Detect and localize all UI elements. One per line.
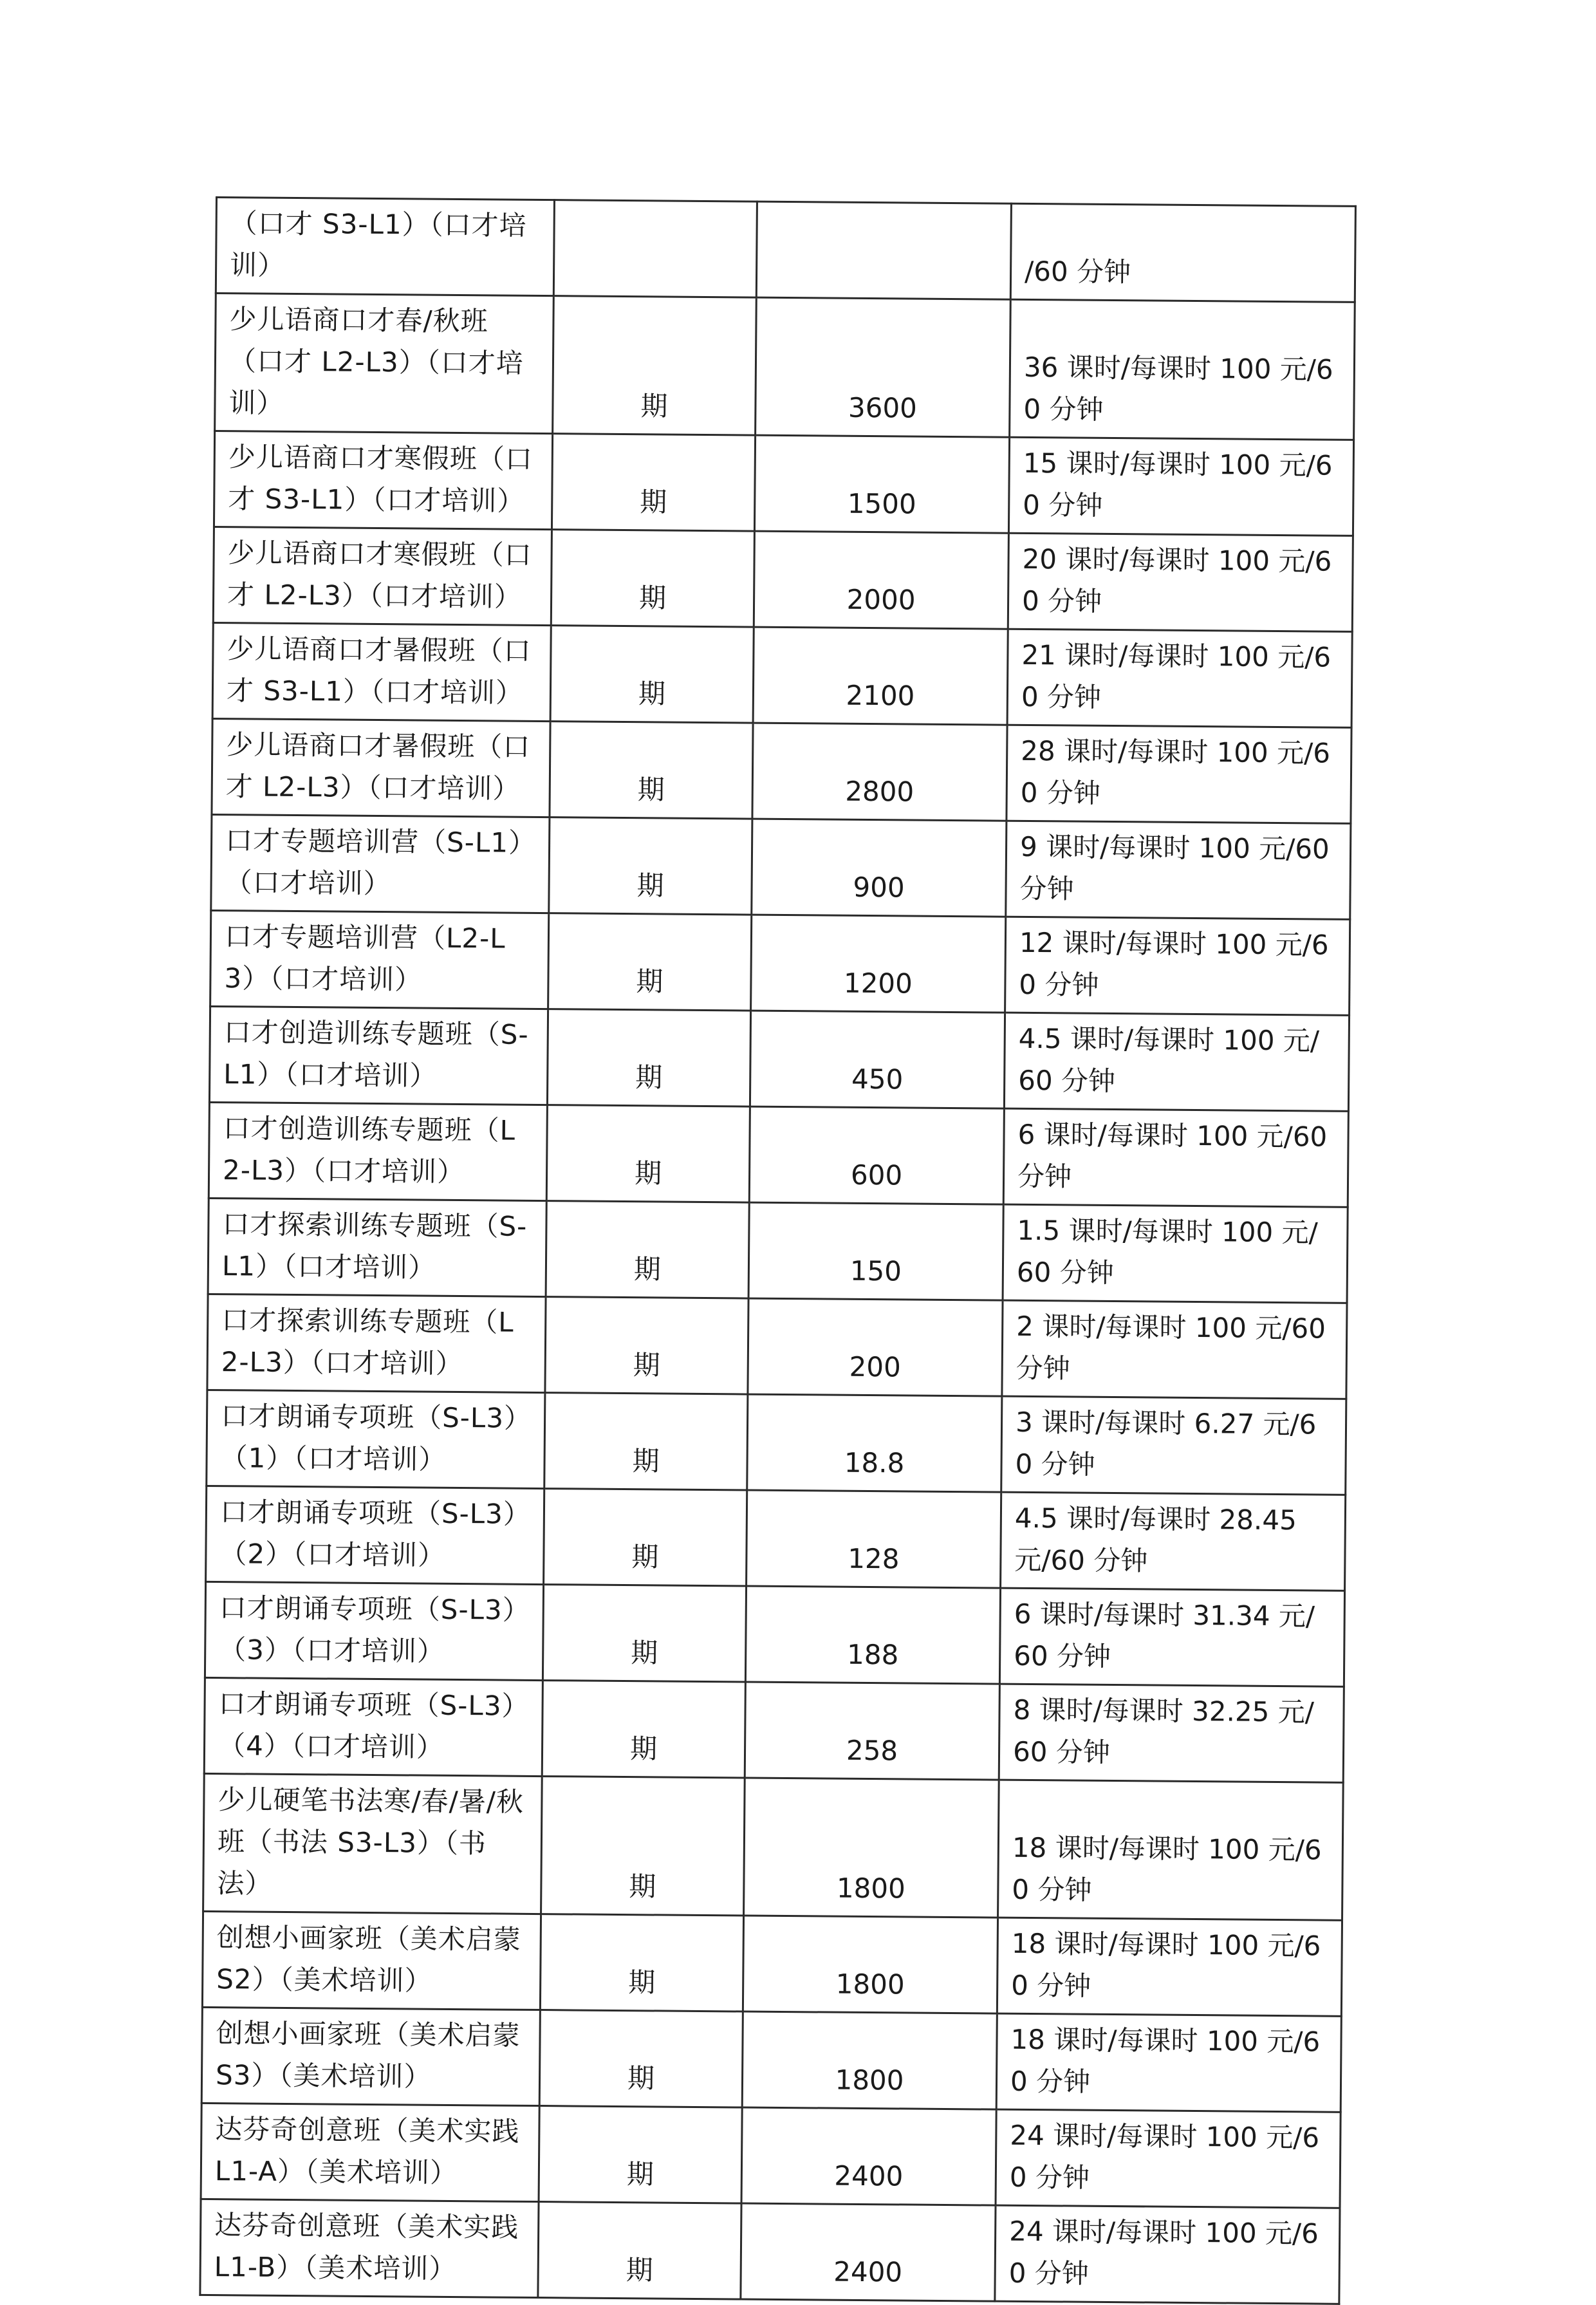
note-cell: 20 课时/每课时 100 元/60 分钟 bbox=[1008, 533, 1353, 631]
table-row bbox=[209, 1102, 1348, 1207]
note-cell: 18 课时/每课时 100 元/60 分钟 bbox=[996, 2013, 1341, 2112]
unit-cell: 期 bbox=[545, 1297, 748, 1394]
price-cell: 2100 bbox=[753, 627, 1008, 725]
unit-cell: 期 bbox=[543, 1585, 746, 1682]
unit-cell: 期 bbox=[550, 626, 754, 723]
price-cell: 450 bbox=[750, 1011, 1005, 1108]
course-name-cell: 口才探索训练专题班（S-L1）（口才培训） bbox=[208, 1198, 546, 1296]
note-cell: 24 课时/每课时 100 元/60 分钟 bbox=[996, 2109, 1341, 2208]
unit-cell: 期 bbox=[552, 434, 755, 531]
course-name-cell: 少儿语商口才春/秋班（口才 L2-L3）（口才培训） bbox=[215, 294, 554, 434]
table-row bbox=[215, 294, 1355, 440]
price-cell: 1800 bbox=[743, 1916, 998, 2013]
unit-cell: 期 bbox=[540, 1914, 743, 2011]
table-row bbox=[207, 1294, 1347, 1399]
course-name-cell: 口才专题培训营（S-L1）（口才培训） bbox=[211, 814, 550, 913]
price-cell: 188 bbox=[745, 1586, 1000, 1684]
price-cell: 258 bbox=[745, 1682, 999, 1780]
table-row bbox=[206, 1486, 1346, 1591]
unit-cell: 期 bbox=[539, 2106, 742, 2203]
note-cell: 2 课时/每课时 100 元/60 分钟 bbox=[1002, 1300, 1347, 1399]
course-name-cell: 口才朗诵专项班（S-L3）（2）（口才培训） bbox=[206, 1486, 544, 1584]
table-row bbox=[204, 1677, 1344, 1782]
note-cell: 12 课时/每课时 100 元/60 分钟 bbox=[1005, 917, 1350, 1015]
unit-cell: 期 bbox=[546, 1201, 749, 1298]
table-row bbox=[201, 2007, 1341, 2112]
table-row bbox=[200, 2199, 1340, 2304]
price-cell bbox=[756, 201, 1011, 299]
table-row bbox=[207, 1390, 1346, 1495]
scanned-page bbox=[199, 196, 1355, 2305]
table-row bbox=[211, 814, 1351, 919]
note-cell: 1.5 课时/每课时 100 元/60 分钟 bbox=[1003, 1204, 1348, 1303]
course-name-cell: 口才朗诵专项班（S-L3）（3）（口才培训） bbox=[205, 1582, 543, 1680]
unit-cell: 期 bbox=[548, 913, 752, 1011]
course-name-cell: 口才朗诵专项班（S-L3）（1）（口才培训） bbox=[207, 1390, 545, 1488]
price-cell: 600 bbox=[749, 1106, 1004, 1204]
fee-table bbox=[199, 196, 1357, 2305]
table-row bbox=[201, 2103, 1341, 2208]
course-name-cell: 口才朗诵专项班（S-L3）（4）（口才培训） bbox=[204, 1677, 543, 1776]
unit-cell: 期 bbox=[547, 1009, 750, 1106]
note-cell: 28 课时/每课时 100 元/60 分钟 bbox=[1007, 725, 1351, 823]
price-cell: 1800 bbox=[744, 1778, 999, 1918]
price-cell: 2800 bbox=[752, 723, 1007, 821]
table-row bbox=[202, 1911, 1342, 2016]
note-cell: 24 课时/每课时 100 元/60 分钟 bbox=[995, 2205, 1340, 2304]
note-cell: 3 课时/每课时 6.27 元/60 分钟 bbox=[1001, 1396, 1346, 1495]
unit-cell: 期 bbox=[546, 1105, 750, 1202]
price-cell: 128 bbox=[747, 1490, 1001, 1588]
course-name-cell: （口才 S3-L1）（口才培训） bbox=[216, 198, 554, 296]
note-cell: /60 分钟 bbox=[1010, 203, 1355, 302]
unit-cell: 期 bbox=[542, 1681, 745, 1778]
price-cell: 18.8 bbox=[747, 1394, 1002, 1492]
price-cell: 900 bbox=[752, 819, 1007, 917]
table-row bbox=[209, 1006, 1349, 1111]
table-row bbox=[212, 622, 1352, 727]
course-name-cell: 少儿语商口才暑假班（口才 L2-L3）（口才培训） bbox=[212, 718, 550, 817]
price-cell: 1500 bbox=[754, 435, 1009, 533]
unit-cell: 期 bbox=[551, 530, 754, 627]
course-name-cell: 口才探索训练专题班（L2-L3）（口才培训） bbox=[207, 1294, 546, 1392]
unit-cell: 期 bbox=[538, 2202, 741, 2299]
note-cell: 21 课时/每课时 100 元/60 分钟 bbox=[1007, 629, 1352, 727]
unit-cell: 期 bbox=[544, 1489, 747, 1586]
unit-cell bbox=[553, 200, 757, 297]
note-cell: 8 课时/每课时 32.25 元/60 分钟 bbox=[999, 1684, 1344, 1782]
note-cell: 6 课时/每课时 100 元/60 分钟 bbox=[1003, 1108, 1348, 1207]
course-name-cell: 少儿语商口才暑假班（口才 S3-L1）（口才培训） bbox=[212, 622, 551, 721]
course-name-cell: 少儿硬笔书法寒/春/暑/秋班（书法 S3-L3）（书法） bbox=[203, 1773, 543, 1914]
note-cell: 18 课时/每课时 100 元/60 分钟 bbox=[997, 1918, 1342, 2016]
course-name-cell: 创想小画家班（美术启蒙 S3）（美术培训） bbox=[201, 2007, 540, 2105]
price-cell: 3600 bbox=[756, 297, 1011, 437]
price-cell: 2400 bbox=[741, 2203, 996, 2301]
note-cell: 4.5 课时/每课时 100 元/60 分钟 bbox=[1004, 1013, 1349, 1111]
table-row bbox=[210, 910, 1350, 1015]
price-cell: 1800 bbox=[742, 2011, 997, 2109]
table-row bbox=[203, 1773, 1344, 1920]
price-cell: 150 bbox=[748, 1202, 1003, 1300]
unit-cell: 期 bbox=[553, 296, 757, 435]
price-cell: 2400 bbox=[741, 2107, 996, 2205]
course-name-cell: 达芬奇创意班（美术实践 L1-B）（美术培训） bbox=[200, 2199, 539, 2297]
course-name-cell: 少儿语商口才寒假班（口才 L2-L3）（口才培训） bbox=[213, 527, 552, 625]
price-cell: 200 bbox=[748, 1298, 1003, 1396]
note-cell: 9 课时/每课时 100 元/60 分钟 bbox=[1006, 821, 1351, 919]
course-name-cell: 少儿语商口才寒假班（口才 S3-L1）（口才培训） bbox=[214, 431, 552, 530]
table-row bbox=[216, 198, 1355, 303]
course-name-cell: 口才专题培训营（L2-L3）（口才培训） bbox=[210, 910, 549, 1009]
table-row bbox=[212, 718, 1351, 823]
table-row bbox=[208, 1198, 1348, 1303]
course-name-cell: 口才创造训练专题班（S-L1）（口才培训） bbox=[209, 1006, 548, 1105]
unit-cell: 期 bbox=[539, 2010, 743, 2107]
note-cell: 4.5 课时/每课时 28.45 元/60 分钟 bbox=[1001, 1492, 1346, 1591]
price-cell: 2000 bbox=[754, 531, 1008, 629]
table-row bbox=[213, 527, 1353, 631]
note-cell: 15 课时/每课时 100 元/60 分钟 bbox=[1008, 437, 1353, 536]
note-cell: 6 课时/每课时 31.34 元/60 分钟 bbox=[999, 1588, 1344, 1686]
course-name-cell: 口才创造训练专题班（L2-L3）（口才培训） bbox=[209, 1102, 547, 1200]
unit-cell: 期 bbox=[549, 817, 752, 915]
table-row bbox=[205, 1582, 1344, 1686]
course-name-cell: 创想小画家班（美术启蒙 S2）（美术培训） bbox=[202, 1911, 541, 2010]
unit-cell: 期 bbox=[544, 1393, 748, 1490]
note-cell: 36 课时/每课时 100 元/60 分钟 bbox=[1010, 299, 1355, 440]
price-cell: 1200 bbox=[751, 915, 1006, 1013]
unit-cell: 期 bbox=[541, 1777, 745, 1916]
table-row bbox=[214, 431, 1353, 536]
unit-cell: 期 bbox=[550, 722, 753, 819]
note-cell: 18 课时/每课时 100 元/60 分钟 bbox=[998, 1780, 1344, 1920]
course-name-cell: 达芬奇创意班（美术实践 L1-A）（美术培训） bbox=[201, 2103, 539, 2201]
